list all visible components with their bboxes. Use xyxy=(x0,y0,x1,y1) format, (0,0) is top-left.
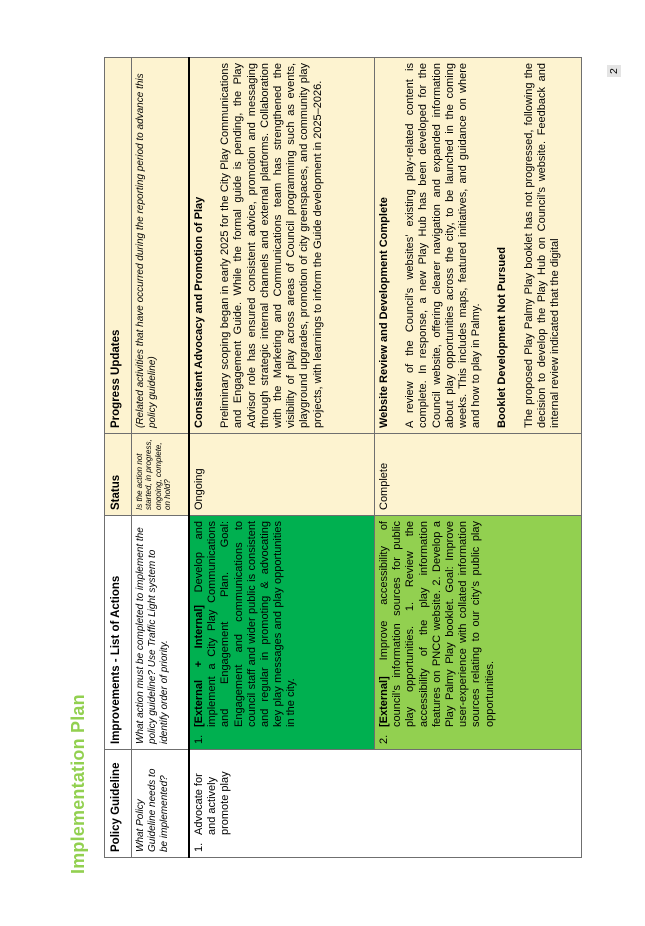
action-row-2 xyxy=(375,58,582,858)
column-header-improvements: Improvements - List of Actions xyxy=(105,516,132,750)
progress-1-heading: Consistent Advocacy and Promotion of Play xyxy=(193,196,205,428)
action-1-tag: [External + Internal] xyxy=(193,604,205,727)
progress-2-body-2: The proposed Play Palmy Play booklet has not progressed, following the decision to develop the Play Hub on Council’s website. Feedback and internal review indicated that the digital xyxy=(522,63,561,428)
action-1-cell xyxy=(189,516,375,750)
progress-1-cell xyxy=(189,58,375,434)
progress-1-body: Preliminary scoping began in early 2025 for the City Play Communications and Engagement Guide. While the formal guide is pending, the Play Advisor role has ensured consistent advice, promotion and messaging through strategic internal channels and external platforms. Collaboration with the Marketing and Communications team has strengthened the visibility of play across areas of Council programming such as events, playground upgrades, promotion of city greenspaces, and community play projects, with learnings to inform the Guide development in 2025–2026. xyxy=(219,63,324,428)
status-2-cell: Complete xyxy=(375,434,582,516)
action-2-text: Improve accessibility of council’s information sources for public play opportunities. 1. Review the accessibility of the play information features on PNCC website. 2. Develop a Play Palmy Play booklet. Goal: Improve user-experience with collated information sources relating to our city’s public play opportunities. xyxy=(378,521,496,727)
action-1-number: 1. xyxy=(193,734,205,744)
action-1-text: Develop and implement a City Play Communications and Engagement Plan. Goal: Engagement and communications to council staff and wider public is consistent and regular in promoting & advocating key play messages and play opportunities in the city. xyxy=(193,521,298,727)
column-header-policy-guideline: Policy Guideline xyxy=(105,750,132,858)
progress-2-cell xyxy=(375,58,582,434)
column-header-status: Status xyxy=(105,434,132,516)
column-desc-improvements: What action must be completed to implement the policy guideline? Use Traffic Light system to identify order of priority. xyxy=(132,516,190,750)
policy-guideline-number: 1. xyxy=(193,842,205,852)
action-2-cell xyxy=(375,516,582,750)
implementation-plan-table xyxy=(104,57,582,858)
page-title: Implementation Plan xyxy=(68,694,88,874)
status-1-cell: Ongoing xyxy=(189,434,375,516)
action-row-1 xyxy=(189,58,375,858)
progress-2-body-1: A review of the Council’s websites’ existing play-related content is complete. In response, a new Play Hub has been developed for the Council website, offering clearer navigation and expanded information about play opportunities across the city, to be launched in the coming weeks. This includes maps, featured initiatives, and guidance on where and how to play in Palmy. xyxy=(404,63,483,428)
table-description-row xyxy=(132,58,190,858)
page-number: 2 xyxy=(607,65,621,77)
column-desc-progress-updates: (Related activities that have occurred during the reporting period to advance this policy guideline) xyxy=(132,58,190,434)
column-desc-status: Is the action not started, in progress, ongoing, complete, on hold? xyxy=(132,434,190,516)
progress-2-heading-1: Website Review and Development Complete xyxy=(378,197,390,428)
action-2-tag: [External] xyxy=(378,676,390,727)
policy-guideline-text: Advocate for and actively promote play xyxy=(193,771,232,835)
action-2-number: 2. xyxy=(378,734,390,744)
column-desc-policy-guideline: What Policy Guideline needs to be implemented? xyxy=(132,750,190,858)
table-header-row xyxy=(105,58,132,858)
column-header-progress-updates: Progress Updates xyxy=(105,58,132,434)
policy-guideline-cell xyxy=(189,750,582,858)
progress-2-heading-2: Booklet Development Not Pursued xyxy=(496,247,509,428)
